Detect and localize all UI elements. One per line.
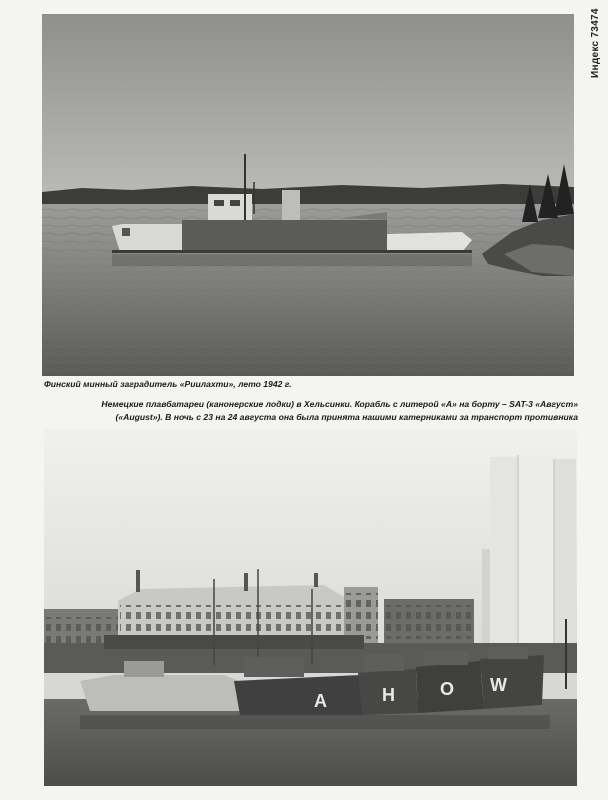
floating-batteries-photo-image — [44, 429, 577, 786]
hull-letter-4: W — [490, 675, 507, 695]
caption-floating-batteries-line1: Немецкие плавбатареи (канонерские лодки) в Хельсинки. Корабль с литерой «А» на борту – SAT-3 «Август» — [101, 399, 578, 409]
photo-minelayer — [42, 14, 574, 376]
grain-silos — [482, 455, 576, 659]
hull-letter-2: H — [382, 685, 395, 705]
side-index-label: Индекс 73474 — [590, 8, 601, 78]
hull-letter-3: O — [440, 679, 455, 699]
minelayer-photo-image — [42, 14, 574, 376]
caption-minelayer: Финский минный заградитель «Риилахти», лето 1942 г. — [44, 379, 292, 389]
caption-floating-batteries — [101, 398, 578, 424]
caption-floating-batteries-line2: («August»). В ночь с 23 на 24 августа она была принята нашими катерниками за транспорт противника — [115, 412, 578, 422]
hull-letter-1: A — [314, 691, 327, 711]
photo-floating-batteries — [44, 429, 577, 786]
